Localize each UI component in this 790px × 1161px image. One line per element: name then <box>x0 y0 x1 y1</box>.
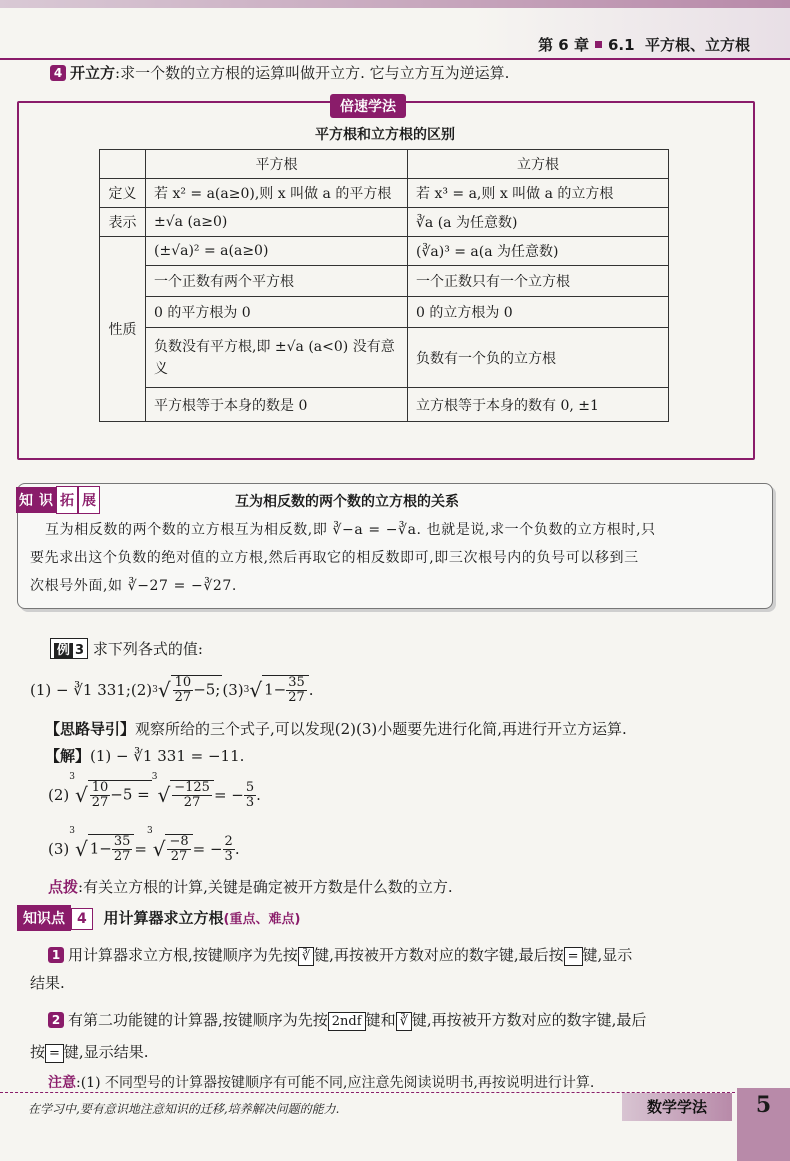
extension-line: 要先求出这个负数的绝对值的立方根,然后再取它的相反数即可,即三次根号内的负号可以移到三 <box>30 550 639 566</box>
example-badge-b: 3 <box>75 643 85 658</box>
table-row <box>100 237 669 266</box>
fraction <box>112 835 133 864</box>
radical-icon: √ <box>74 783 88 807</box>
tip-text: :有关立方根的计算,关键是确定被开方数是什么数的立方. <box>78 878 453 896</box>
solution-label: 【解】 <box>45 747 91 765</box>
radicand <box>170 780 214 810</box>
step-1-cont: 结果. <box>30 974 65 992</box>
kp4-heading <box>17 905 300 931</box>
table-cell: 负数没有平方根,即 ±√a (a<0) 没有意义 <box>146 328 408 388</box>
fraction <box>172 781 212 810</box>
solution-3-label: (3) <box>48 840 70 858</box>
radicand <box>262 675 309 705</box>
hint-text: 观察所给的三个式子,可以发现(2)(3)小题要先进行化简,再进行开立方运算. <box>135 720 627 738</box>
solution-2-label: (2) <box>48 786 70 804</box>
table-cell: 若 x³ = a,则 x 叫做 a 的立方根 <box>408 179 669 208</box>
denominator: 27 <box>174 690 192 705</box>
table-row <box>100 297 669 328</box>
denominator: 27 <box>183 795 201 810</box>
table-cell: (±√a)² = a(a≥0) <box>146 237 408 266</box>
step-badge: 2 <box>48 1012 64 1028</box>
cube-index: 3 <box>243 685 250 695</box>
fraction <box>167 835 190 864</box>
example-questions <box>30 668 314 712</box>
solution-2-line <box>48 772 261 818</box>
table-cell: 0 的平方根为 0 <box>146 297 408 328</box>
radicand <box>165 834 192 864</box>
denominator: 27 <box>170 849 188 864</box>
solution-2-mid: −5 = <box>110 785 150 804</box>
denominator: 3 <box>224 848 233 864</box>
row-label: 定义 <box>100 179 146 208</box>
table-cell: 一个正数只有一个立方根 <box>408 266 669 297</box>
corner-cell <box>100 150 146 179</box>
section-number: 6.1 <box>607 36 635 54</box>
square-bullet-icon <box>595 41 602 48</box>
comparison-table <box>99 149 669 422</box>
row-label: 性质 <box>100 237 146 422</box>
step-2-text-e: 键,显示结果. <box>63 1043 149 1061</box>
row-label: 表示 <box>100 208 146 237</box>
radicand-lead: 1− <box>264 680 287 699</box>
extension-title: 互为相反数的两个数的立方根的关系 <box>235 494 459 510</box>
tag-char: 拓 <box>56 486 78 514</box>
solution-3-eq: = − <box>192 840 223 858</box>
denominator: 27 <box>91 795 109 810</box>
example-badge <box>50 638 88 659</box>
table-header-row <box>100 150 669 179</box>
speed-method-tag: 倍速学法 <box>330 94 406 118</box>
section-title: 平方根、立方根 <box>644 36 750 54</box>
numerator: −8 <box>169 834 189 849</box>
point-4-line <box>50 62 509 83</box>
table-cell: ±√a (a≥0) <box>146 208 408 237</box>
step-1-text-a: 用计算器求立方根,按键顺序为先按 <box>68 946 298 964</box>
numerator: 10 <box>174 675 192 690</box>
fraction <box>173 676 194 705</box>
equals-key: = <box>45 1044 64 1063</box>
cube-index: 3 <box>69 772 75 782</box>
notice-text: :(1) 不同型号的计算器按键顺序有可能不同,应注意先阅读说明书,再按说明进行计算. <box>76 1075 595 1091</box>
table-row <box>100 388 669 422</box>
table-row <box>100 266 669 297</box>
kp-note: (重点、难点) <box>223 912 301 927</box>
fraction <box>223 835 235 864</box>
step-2-line <box>48 1009 646 1031</box>
point-text: :求一个数的立方根的运算叫做开立方. 它与立方互为逆运算. <box>115 64 510 82</box>
solution-3-end: . <box>234 840 240 858</box>
question-2-label: (2) <box>130 681 153 699</box>
solution-2-eq: = − <box>213 786 244 804</box>
radicand-lead: 1− <box>89 839 112 858</box>
cube-root-key: ∛ <box>298 947 314 966</box>
table-row <box>100 179 669 208</box>
point-badge: 4 <box>50 65 66 81</box>
step-2-text-d: 按 <box>30 1043 46 1061</box>
table-cell: (∛a)³ = a(a 为任意数) <box>408 237 669 266</box>
step-2-text-a: 有第二功能键的计算器,按键顺序为先按 <box>68 1011 328 1029</box>
cube-index: 3 <box>146 826 153 836</box>
hint-line <box>45 718 627 739</box>
question-2-tail: −5; <box>193 680 221 699</box>
table-cell: 负数有一个负的立方根 <box>408 328 669 388</box>
numerator: 35 <box>113 834 131 849</box>
notice-label: 注意 <box>48 1075 76 1091</box>
page-number: 5 <box>737 1088 790 1161</box>
step-1-text-b: 键,再按被开方数对应的数字键,最后按 <box>314 946 564 964</box>
step-1-text-c: 键,显示 <box>582 946 633 964</box>
example-prompt-line <box>50 638 203 659</box>
example-prompt: 求下列各式的值: <box>92 640 203 658</box>
equals-key: = <box>564 947 583 966</box>
denominator: 3 <box>245 794 255 810</box>
fraction <box>244 781 256 810</box>
solution-2-end: . <box>256 786 261 804</box>
kp-title: 用计算器求立方根 <box>103 909 224 927</box>
extension-line: 次根号外面,如 ∛−27 = −∛27. <box>30 578 237 594</box>
tag-char: 识 <box>36 487 56 513</box>
chapter-label: 第 6 章 <box>538 36 589 54</box>
cube-root-key: ∛ <box>396 1012 412 1031</box>
step-2-text-b: 键和 <box>365 1011 396 1029</box>
numerator: −125 <box>174 780 210 795</box>
header-band <box>0 0 790 8</box>
col-header: 平方根 <box>146 150 408 179</box>
solution-3-mid: = <box>134 840 147 858</box>
step-1-line <box>48 944 632 966</box>
numerator: 2 <box>224 833 233 849</box>
radicand <box>88 834 135 864</box>
tip-line <box>48 876 453 897</box>
step-2-text-c: 键,再按被开方数对应的数字键,最后 <box>411 1011 647 1029</box>
kp-number: 4 <box>71 908 93 930</box>
fraction <box>286 676 307 705</box>
chapter-heading <box>538 34 750 55</box>
table-cell: 立方根等于本身的数有 0, ±1 <box>408 388 669 422</box>
radical-icon: √ <box>157 678 171 702</box>
second-function-key: 2ndf <box>328 1012 366 1031</box>
hint-label: 【思路导引】 <box>45 720 136 738</box>
tag-char: 展 <box>78 486 100 514</box>
table-row <box>100 328 669 388</box>
radical-icon: √ <box>74 837 88 861</box>
denominator: 27 <box>113 849 131 864</box>
fraction <box>90 781 111 810</box>
notice-line <box>48 1072 594 1092</box>
table-cell: ∛a (a 为任意数) <box>408 208 669 237</box>
footer-tip: 在学习中,要有意识地注意知识的迁移,培养解决问题的能力. <box>28 1102 340 1116</box>
footer-brand: 数学学法 <box>622 1093 732 1121</box>
table-cell: 0 的立方根为 0 <box>408 297 669 328</box>
kp-label: 知识点 <box>17 905 71 931</box>
question-1: (1) − ∛1 331; <box>30 681 131 699</box>
point-term: 开立方 <box>70 64 116 82</box>
table-cell: 平方根等于本身的数是 0 <box>146 388 408 422</box>
cube-index: 3 <box>152 685 158 695</box>
question-3-tail: . <box>308 681 314 699</box>
extension-tag <box>16 486 100 514</box>
col-header: 立方根 <box>408 150 669 179</box>
denominator: 27 <box>288 690 305 705</box>
radical-icon: √ <box>152 837 166 861</box>
example-badge-a: 例 <box>54 643 73 658</box>
solution-1: (1) − ∛1 331 = −11. <box>90 747 245 765</box>
solution-3-line <box>48 826 240 872</box>
cube-index: 3 <box>69 826 75 836</box>
step-2-cont <box>30 1041 148 1063</box>
question-3-label: (3) <box>222 681 244 699</box>
cube-index: 3 <box>151 772 158 782</box>
table-cell: 一个正数有两个平方根 <box>146 266 408 297</box>
radical-icon: √ <box>249 678 263 702</box>
table-title: 平方根和立方根的区别 <box>315 127 455 143</box>
numerator: 5 <box>245 779 255 795</box>
radicand <box>171 675 223 705</box>
numerator: 10 <box>91 780 109 795</box>
tag-char: 知 <box>16 487 36 513</box>
solution-1-line <box>45 745 244 766</box>
extension-line: 互为相反数的两个数的立方根互为相反数,即 ∛−a = −∛a. 也就是说,求一个负数的立方根时,只 <box>45 522 656 538</box>
numerator: 35 <box>288 675 305 690</box>
radicand <box>88 780 152 810</box>
tip-label: 点拨 <box>48 878 79 896</box>
table-row <box>100 208 669 237</box>
radical-icon: √ <box>157 783 171 807</box>
table-cell: 若 x² = a(a≥0),则 x 叫做 a 的平方根 <box>146 179 408 208</box>
step-badge: 1 <box>48 947 64 963</box>
